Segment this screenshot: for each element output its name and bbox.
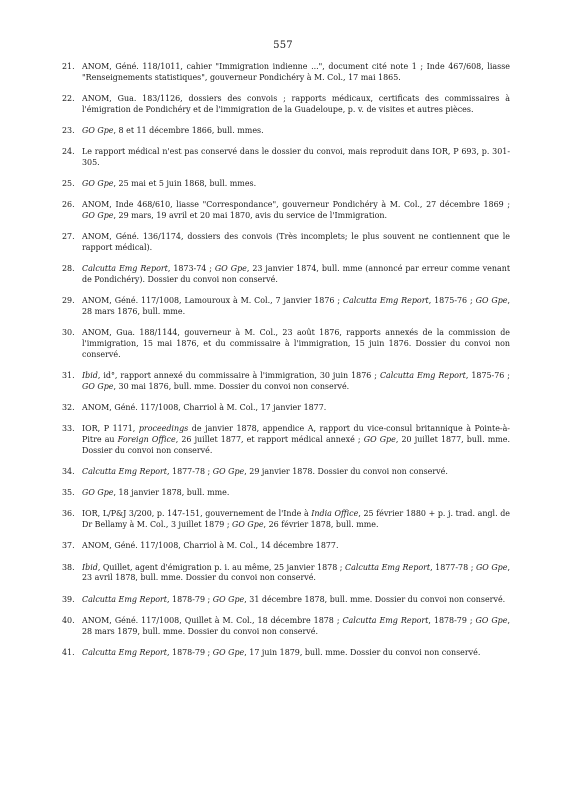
footnote-item bbox=[62, 563, 510, 585]
footnote-number: 39. bbox=[62, 594, 75, 604]
footnote-number: 32. bbox=[62, 403, 75, 413]
footnote-number: 21. bbox=[62, 62, 75, 71]
footnote-item bbox=[62, 179, 510, 190]
footnote-italic-segment: GO Gpe bbox=[82, 211, 114, 221]
footnote-segment: , 29 janvier 1878. Dossier du convoi non conservé. bbox=[244, 467, 448, 476]
footnote-segment: , 1878-79 ; bbox=[428, 615, 476, 625]
footnote-segment: , Quillet, agent d'émigration p. i. au même, 25 janvier 1878 ; bbox=[97, 562, 346, 572]
footnote-segment: , 1878-79 ; bbox=[166, 594, 213, 604]
footnote-italic-segment: GO Gpe bbox=[475, 562, 508, 572]
footnote-text bbox=[82, 328, 510, 360]
footnote-item bbox=[62, 232, 510, 254]
footnote-item bbox=[62, 147, 510, 169]
footnote-text bbox=[82, 563, 510, 585]
footnote-segment: , 23 avril 1878, bull. mme. Dossier du convoi non conservé. bbox=[82, 562, 510, 583]
footnote-italic-segment: GO Gpe bbox=[82, 179, 114, 189]
footnote-number: 28. bbox=[62, 264, 75, 274]
footnote-item bbox=[62, 62, 510, 84]
footnote-italic-segment: Ibid bbox=[82, 562, 98, 572]
footnote-italic-segment: Calcutta Emg Report bbox=[82, 594, 167, 604]
footnote-number: 41. bbox=[62, 647, 75, 657]
footnote-list bbox=[62, 62, 510, 669]
footnote-segment: , 28 mars 1876, bull. mme. bbox=[82, 296, 511, 317]
footnote-number: 33. bbox=[62, 424, 75, 434]
footnote-italic-segment: Calcutta Emg Report bbox=[345, 562, 431, 572]
footnote-item bbox=[62, 616, 510, 638]
footnote-segment: Le rapport médical n'est pas conservé dans le dossier du convoi, mais reproduit dans IOR, P 693, p. 301-305. bbox=[82, 147, 510, 167]
footnote-italic-segment: Calcutta Emg Report bbox=[379, 371, 466, 381]
footnote-italic-segment: GO Gpe bbox=[475, 615, 508, 625]
footnote-segment: , 1875-76 ; bbox=[428, 296, 476, 306]
footnote-italic-segment: GO Gpe bbox=[82, 488, 114, 498]
footnote-italic-segment: GO Gpe bbox=[212, 467, 245, 476]
footnote-text bbox=[82, 371, 510, 393]
footnote-segment: , 23 janvier 1874, bull. mme (annoncé par erreur comme venant de Pondichéry). Dossier du convoi non conservé. bbox=[82, 264, 511, 285]
footnote-italic-segment: GO Gpe bbox=[82, 381, 114, 391]
footnote-number: 22. bbox=[62, 93, 75, 103]
footnote-segment: ANOM, Géné. 136/1174, dossiers des convois (Très incomplets; le plus souvent ne contiennent que le rapport médical). bbox=[82, 232, 510, 253]
footnote-italic-segment: GO Gpe bbox=[82, 125, 114, 135]
footnote-italic-segment: GO Gpe bbox=[232, 520, 264, 530]
footnote-item bbox=[62, 467, 510, 478]
footnote-number: 24. bbox=[62, 147, 75, 157]
footnote-segment: , 25 février 1880 + p. j. trad. angl. de Dr Bellamy à M. Col., 3 juillet 1879 ; bbox=[82, 509, 510, 530]
footnote-text bbox=[82, 488, 510, 499]
footnote-number: 35. bbox=[62, 488, 75, 498]
footnote-text bbox=[82, 126, 510, 137]
footnote-segment: ANOM, Géné. 117/1008, Quillet à M. Col., 18 décembre 1878 ; bbox=[82, 615, 343, 625]
footnote-segment: , 18 janvier 1878, bull. mme. bbox=[113, 488, 230, 498]
footnote-segment: , 1875-76 ; bbox=[465, 371, 510, 381]
footnote-italic-segment: Ibid bbox=[82, 371, 98, 381]
footnote-italic-segment: GO Gpe bbox=[212, 647, 245, 657]
footnote-item bbox=[62, 403, 510, 414]
footnote-segment: de janvier 1878, appendice A, rapport du vice-consul britannique à Pointe-à-Pitre au bbox=[82, 424, 510, 445]
footnote-text bbox=[82, 595, 510, 606]
footnote-segment: ANOM, Géné. 117/1008, Charriol à M. Col., 17 janvier 1877. bbox=[82, 403, 327, 413]
footnote-number: 25. bbox=[62, 179, 75, 189]
footnote-italic-segment: India Office bbox=[311, 509, 359, 519]
footnote-number: 26. bbox=[62, 200, 75, 210]
footnote-segment: , 1873-74 ; bbox=[167, 264, 215, 274]
footnote-number: 29. bbox=[62, 296, 75, 306]
footnote-number: 40. bbox=[62, 615, 75, 625]
footnote-segment: , 30 mai 1876, bull. mme. Dossier du convoi non conservé. bbox=[113, 381, 350, 391]
footnote-segment: , 26 février 1878, bull. mme. bbox=[263, 520, 379, 530]
footnote-italic-segment: GO Gpe bbox=[214, 264, 247, 274]
footnote-text bbox=[82, 94, 510, 116]
footnote-item bbox=[62, 371, 510, 393]
footnote-number: 30. bbox=[62, 328, 75, 338]
footnote-text bbox=[82, 648, 510, 659]
footnote-item bbox=[62, 509, 510, 531]
footnote-number: 37. bbox=[62, 541, 75, 551]
footnote-text bbox=[82, 147, 510, 169]
footnote-text bbox=[82, 296, 510, 318]
footnote-segment: , 20 juillet 1877, bull. mme. Dossier du convoi non conservé. bbox=[82, 435, 510, 455]
footnote-italic-segment: Calcutta Emg Report bbox=[82, 647, 167, 657]
footnote-segment: , 26 juillet 1877, et rapport médical annexé ; bbox=[175, 435, 364, 445]
footnote-item bbox=[62, 648, 510, 659]
footnote-item bbox=[62, 424, 510, 456]
footnote-italic-segment: proceedings bbox=[138, 424, 189, 434]
footnote-text bbox=[82, 541, 510, 552]
footnote-number: 27. bbox=[62, 232, 75, 242]
footnote-item bbox=[62, 595, 510, 606]
footnote-segment: , 1877-78 ; bbox=[166, 467, 213, 476]
footnote-segment: , 28 mars 1879, bull. mme. Dossier du convoi non conservé. bbox=[82, 615, 510, 636]
page-number: 557 bbox=[273, 40, 293, 51]
footnote-segment: , id°, rapport annexé du commissaire à l'immigration, 30 juin 1876 ; bbox=[97, 371, 380, 381]
footnote-italic-segment: GO Gpe bbox=[475, 296, 508, 306]
footnote-text bbox=[82, 232, 510, 254]
footnote-segment: IOR, L/P&J 3/200, p. 147-151, gouvernement de l'Inde à bbox=[82, 509, 312, 519]
footnote-item bbox=[62, 264, 510, 286]
footnote-item bbox=[62, 200, 510, 222]
footnote-item bbox=[62, 126, 510, 137]
footnote-item bbox=[62, 296, 510, 318]
footnote-number: 31. bbox=[62, 371, 75, 381]
footnote-segment: IOR, P 1171, bbox=[82, 424, 139, 434]
footnote-italic-segment: Calcutta Emg Report bbox=[82, 467, 167, 476]
footnote-number: 38. bbox=[62, 562, 75, 572]
footnote-segment: , 29 mars, 19 avril et 20 mai 1870, avis du service de l'Immigration. bbox=[113, 211, 387, 221]
footnote-item bbox=[62, 541, 510, 552]
footnote-text bbox=[82, 264, 510, 286]
footnote-segment: , 31 décembre 1878, bull. mme. Dossier du convoi non conservé. bbox=[244, 594, 506, 604]
footnote-text bbox=[82, 509, 510, 531]
footnote-number: 34. bbox=[62, 467, 75, 476]
footnote-text bbox=[82, 403, 510, 414]
footnote-text bbox=[82, 179, 510, 190]
footnote-segment: ANOM, Géné. 117/1008, Charriol à M. Col., 14 décembre 1877. bbox=[82, 541, 339, 551]
footnote-segment: , 25 mai et 5 juin 1868, bull. mmes. bbox=[113, 179, 257, 189]
footnote-text bbox=[82, 467, 510, 478]
footnote-number: 36. bbox=[62, 509, 75, 519]
footnote-segment: , 17 juin 1879, bull. mme. Dossier du convoi non conservé. bbox=[244, 647, 481, 657]
footnote-italic-segment: GO Gpe bbox=[212, 594, 245, 604]
footnote-text bbox=[82, 200, 510, 222]
footnote-segment: , 1877-78 ; bbox=[430, 562, 476, 572]
footnote-italic-segment: Calcutta Emg Report bbox=[342, 296, 429, 306]
footnote-segment: ANOM, Géné. 117/1008, Lamouroux à M. Col., 7 janvier 1876 ; bbox=[82, 296, 343, 306]
footnote-italic-segment: GO Gpe bbox=[363, 435, 396, 445]
footnote-text bbox=[82, 616, 510, 638]
footnote-segment: ANOM, Inde 468/610, liasse "Correspondance", gouverneur Pondichéry à M. Col., 27 décembre 1869 ; bbox=[82, 200, 510, 210]
footnote-italic-segment: Calcutta Emg Report bbox=[342, 615, 429, 625]
footnote-segment: ANOM, Gua. 188/1144, gouverneur à M. Col., 23 août 1876, rapports annexés de la commission de l'immigration, 15 mai 1876, et du commissaire à l'immigration, 15 juin 1876. Dossier du convoi non conservé. bbox=[82, 328, 510, 359]
footnote-item bbox=[62, 488, 510, 499]
footnote-segment: ANOM, Gua. 183/1126, dossiers des convois ; rapports médicaux, certificats des commissaires à l'émigration de Pondichéry et de l'immigration de la Guadeloupe, p. v. de visites et autres pièces. bbox=[82, 93, 510, 114]
footnote-segment: , 1878-79 ; bbox=[166, 647, 213, 657]
footnote-segment: ANOM, Géné. 118/1011, cahier "Immigration indienne ...", document cité note 1 ; Inde 467/608, liasse "Renseignements statistiques", gouverneur Pondichéry à M. Col., 17 mai 1865. bbox=[82, 62, 510, 82]
footnote-number: 23. bbox=[62, 125, 75, 135]
footnote-segment: , 8 et 11 décembre 1866, bull. mmes. bbox=[113, 125, 264, 135]
footnote-text bbox=[82, 424, 510, 456]
footnote-italic-segment: Foreign Office bbox=[117, 435, 176, 445]
footnote-item bbox=[62, 328, 510, 360]
footnote-text bbox=[82, 62, 510, 84]
footnote-item bbox=[62, 94, 510, 116]
footnote-italic-segment: Calcutta Emg Report bbox=[82, 264, 168, 274]
